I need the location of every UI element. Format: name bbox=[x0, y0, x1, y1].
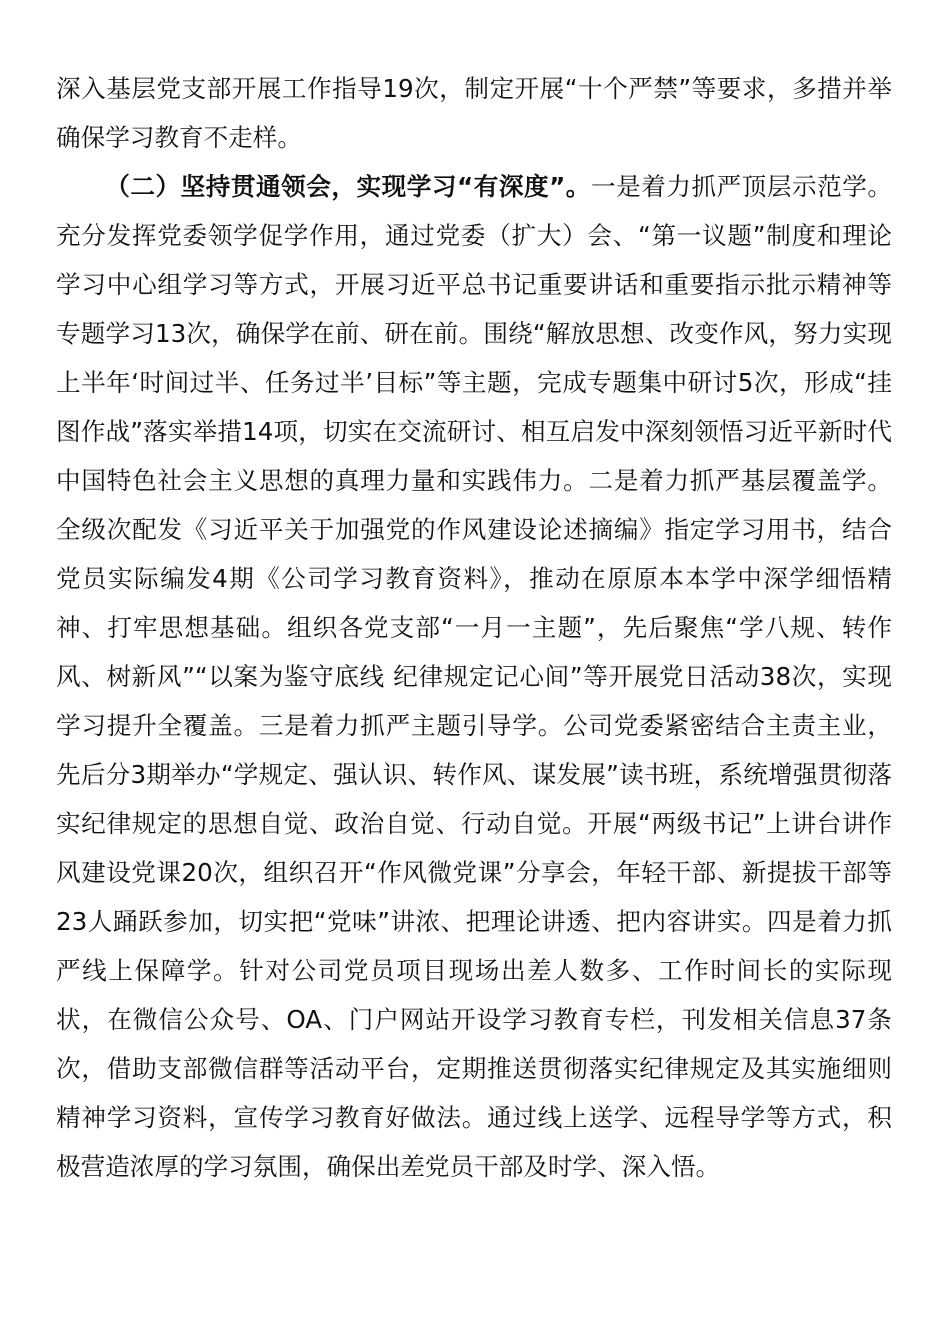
paragraph-section-two bbox=[56, 162, 892, 1191]
document-page bbox=[56, 64, 892, 1191]
section-heading: （二）坚持贯通领会，实现学习“有深度”。 bbox=[105, 172, 591, 201]
section-body: 一是着力抓严顶层示范学。充分发挥党委领学促学作用，通过党委（扩大）会、“第一议题”制度和理论学习中心组学习等方式，开展习近平总书记重要讲话和重要指示批示精神等专题学习13次，确保学在前、研在前。围绕“解放思想、改变作风，努力实现上半年‘时间过半、任务过半’目标”等主题，完成专题集中研讨5次，形成“挂图作战”落实举措14项，切实在交流研讨、相互启发中深刻领悟习近平新时代中国特色社会主义思想的真理力量和实践伟力。二是着力抓严基层覆盖学。全级次配发《习近平关于加强党的作风建设论述摘编》指定学习用书，结合党员实际编发4期《公司学习教育资料》，推动在原原本本学中深学细悟精神、打牢思想基础。组织各党支部“一月一主题”，先后聚焦“学八规、转作风、树新风”“以案为鉴守底线 纪律规定记心间”等开展党日活动38次，实现学习提升全覆盖。三是着力抓严主题引导学。公司党委紧密结合主责主业，先后分3期举办“学规定、强认识、转作风、谋发展”读书班，系统增强贯彻落实纪律规定的思想自觉、政治自觉、行动自觉。开展“两级书记”上讲台讲作风建设党课20次，组织召开“作风微党课”分享会，年轻干部、新提拔干部等23人踊跃参加，切实把“党味”讲浓、把理论讲透、把内容讲实。四是着力抓严线上保障学。针对公司党员项目现场出差人数多、工作时间长的实际现状，在微信公众号、OA、门户网站开设学习教育专栏，刊发相关信息37条次，借助支部微信群等活动平台，定期推送贯彻落实纪律规定及其实施细则精神学习资料，宣传学习教育好做法。通过线上送学、远程导学等方式，积极营造浓厚的学习氛围，确保出差党员干部及时学、深入悟。 bbox=[56, 172, 892, 1181]
paragraph-continuation: 深入基层党支部开展工作指导19次，制定开展“十个严禁”等要求，多措并举确保学习教育不走样。 bbox=[56, 74, 892, 152]
